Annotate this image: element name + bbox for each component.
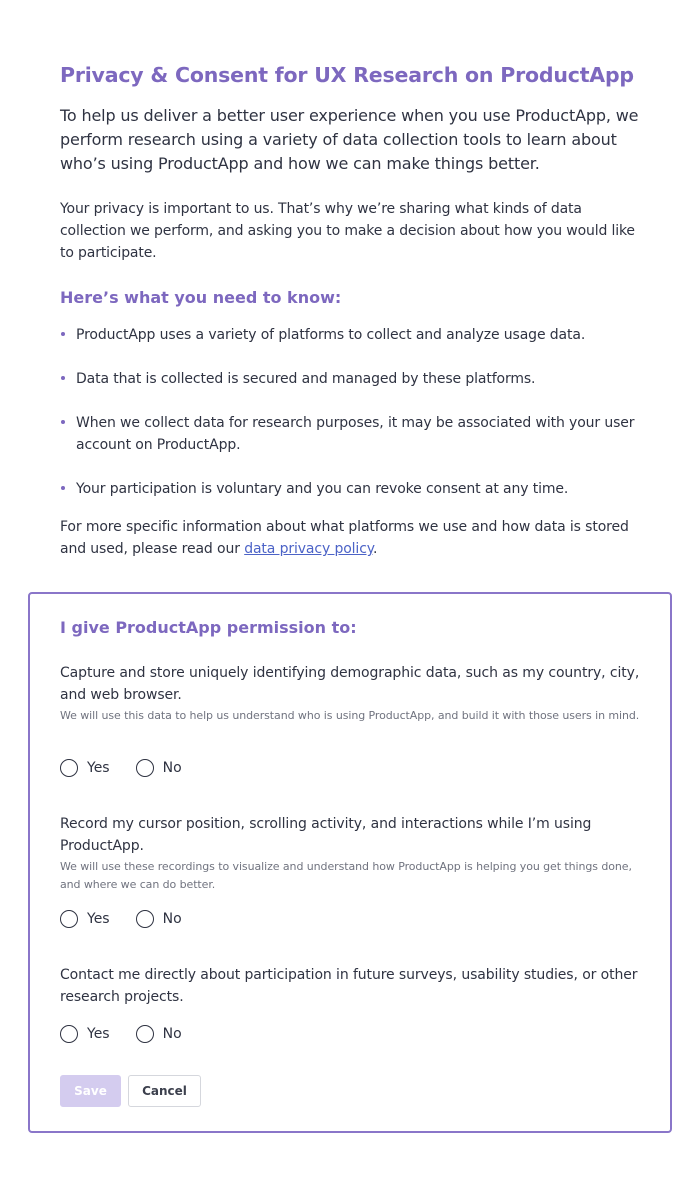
activity-recording-yes-radio[interactable] xyxy=(60,908,110,930)
radio-label: No xyxy=(162,911,182,927)
radio-label: Yes xyxy=(87,911,110,927)
data-privacy-policy-link[interactable]: data privacy policy xyxy=(244,541,373,557)
form-actions xyxy=(60,1075,201,1107)
radio-circle-icon xyxy=(136,1025,154,1043)
radio-circle-icon xyxy=(60,759,78,777)
info-list-item-text: Data that is collected is secured and managed by these platforms. xyxy=(76,371,536,387)
info-list-item-text: Your participation is voluntary and you can revoke consent at any time. xyxy=(76,481,569,497)
activity-recording-radio-group xyxy=(60,908,208,930)
radio-circle-icon xyxy=(60,910,78,928)
privacy-statement: Your privacy is important to us. That’s why we’re sharing what kinds of data collection we perform, and asking you to make a decision about how you would like to participate. xyxy=(60,201,635,261)
research-contact-radio-group xyxy=(60,1023,208,1045)
radio-circle-icon xyxy=(136,910,154,928)
radio-circle-icon xyxy=(60,1025,78,1043)
bullet-icon xyxy=(61,486,65,490)
info-heading: Here’s what you need to know: xyxy=(60,288,342,307)
info-list-item xyxy=(60,412,650,456)
research-contact-no-radio[interactable] xyxy=(136,1023,182,1045)
more-info-prefix: For more specific information about what platforms we use and how data is stored and used, please read our xyxy=(60,519,629,557)
radio-label: Yes xyxy=(87,760,110,776)
more-info-suffix: . xyxy=(372,541,378,557)
cancel-button[interactable]: Cancel xyxy=(128,1075,201,1107)
radio-label: No xyxy=(162,760,182,776)
info-list-item-text: When we collect data for research purposes, it may be associated with your user account on ProductApp. xyxy=(76,415,635,453)
consent-heading: I give ProductApp permission to: xyxy=(60,618,357,637)
info-list xyxy=(60,324,650,500)
demographic-data-radio-group xyxy=(60,757,208,779)
bullet-icon xyxy=(61,420,65,424)
activity-recording-question: Record my cursor position, scrolling activity, and interactions while I’m using ProductApp. xyxy=(60,816,592,854)
research-contact-question: Contact me directly about participation in future surveys, usability studies, or other research projects. xyxy=(60,967,638,1005)
info-list-item-text: ProductApp uses a variety of platforms to collect and analyze usage data. xyxy=(76,327,586,343)
radio-label: No xyxy=(162,1026,182,1042)
consent-form xyxy=(28,592,672,1133)
demographic-data-help: We will use this data to help us understand who is using ProductApp, and build it with those users in mind. xyxy=(60,709,640,722)
save-button[interactable]: Save xyxy=(60,1075,121,1107)
info-list-item xyxy=(60,368,650,390)
research-contact-yes-radio[interactable] xyxy=(60,1023,110,1045)
demographic-data-question: Capture and store uniquely identifying demographic data, such as my country, city, and web browser. xyxy=(60,665,640,703)
info-list-item xyxy=(60,324,650,346)
info-list-item xyxy=(60,478,650,500)
radio-circle-icon xyxy=(136,759,154,777)
demographic-data-yes-radio[interactable] xyxy=(60,757,110,779)
more-info-text xyxy=(60,516,650,560)
demographic-data-no-radio[interactable] xyxy=(136,757,182,779)
bullet-icon xyxy=(61,376,65,380)
radio-label: Yes xyxy=(87,1026,110,1042)
activity-recording-no-radio[interactable] xyxy=(136,908,182,930)
page-title: Privacy & Consent for UX Research on ProductApp xyxy=(60,63,634,87)
bullet-icon xyxy=(61,332,65,336)
activity-recording-help: We will use these recordings to visualize and understand how ProductApp is helping you get things done, and where we can do better. xyxy=(60,860,632,891)
intro-text: To help us deliver a better user experience when you use ProductApp, we perform research using a variety of data collection tools to learn about who’s using ProductApp and how we can make things better. xyxy=(60,106,639,173)
